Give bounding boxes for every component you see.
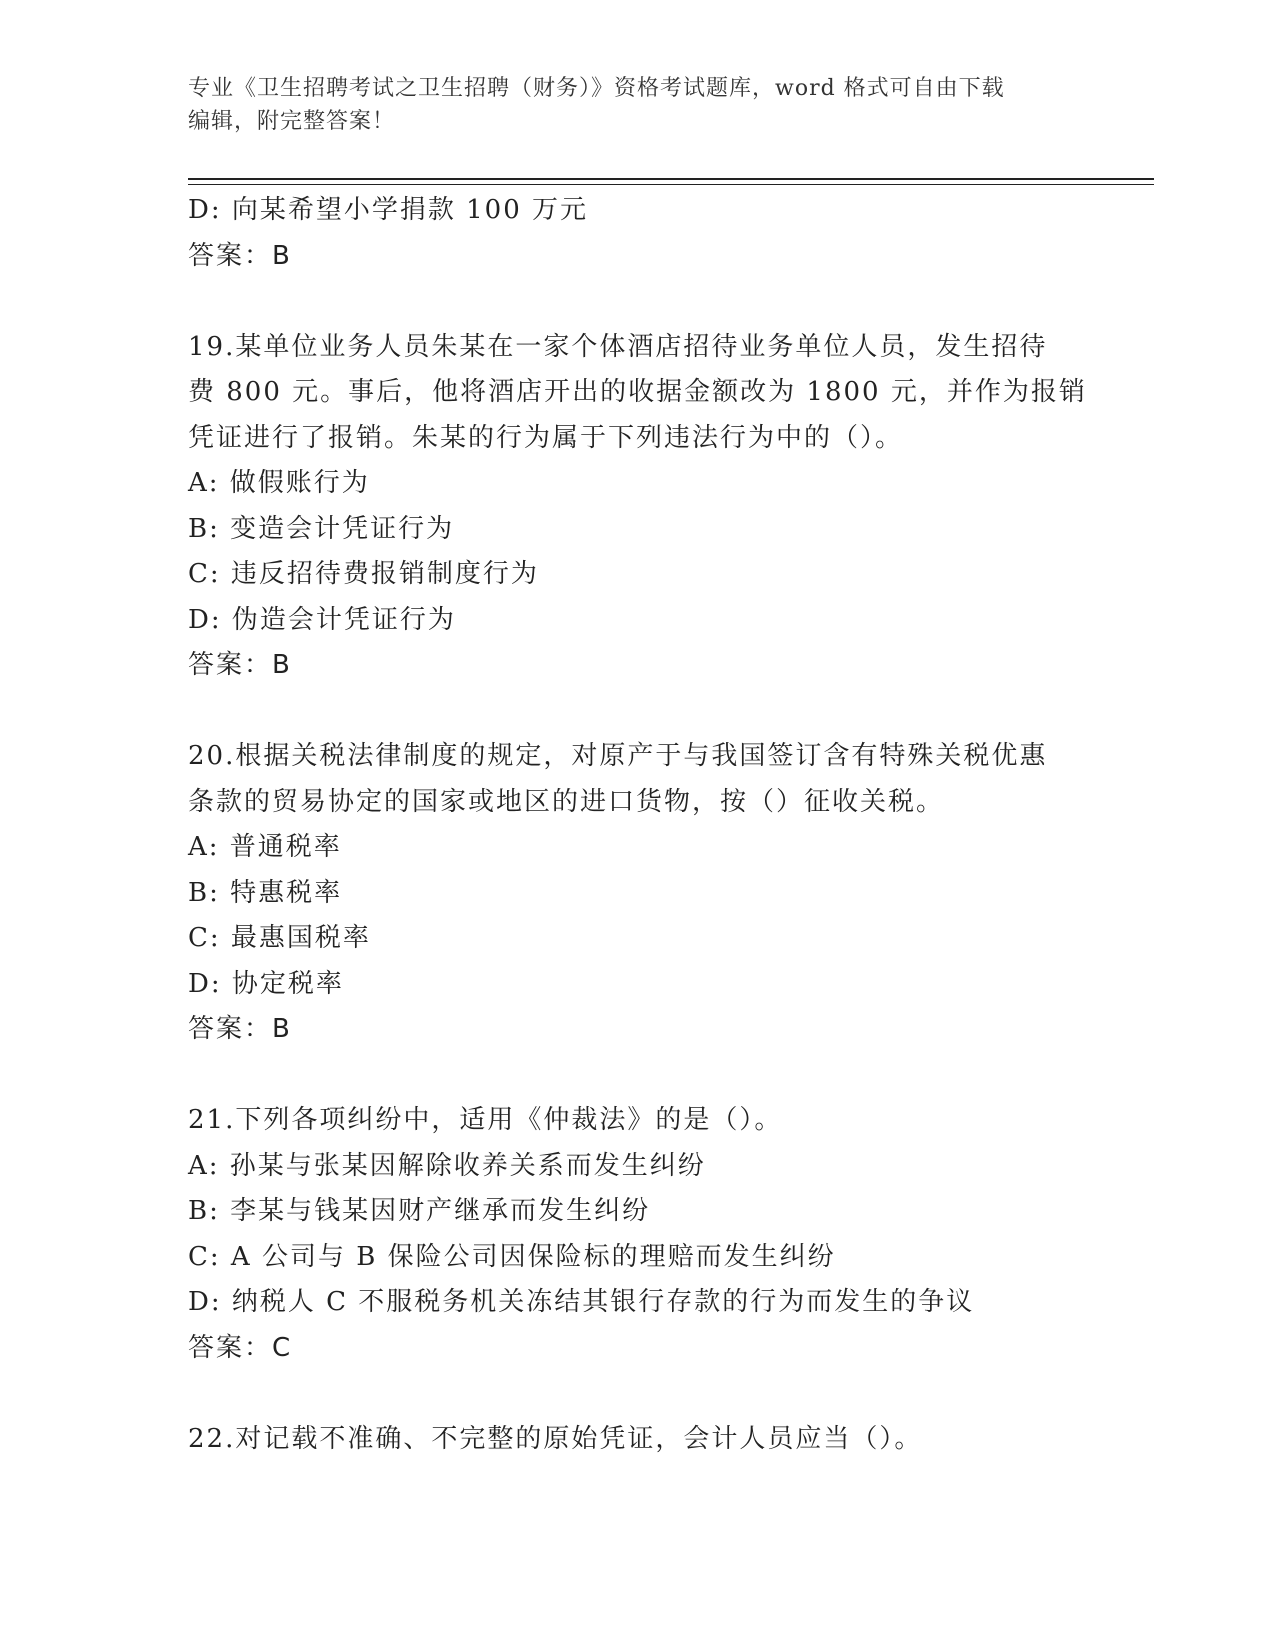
option-c: C: 最惠国税率: [188, 923, 371, 953]
question-list: [188, 188, 1088, 1462]
question-stem-line: 20.根据关税法律制度的规定，对原产于与我国签订含有特殊关税优惠: [188, 741, 1048, 771]
option-d: D: 纳税人 C 不服税务机关冻结其银行存款的行为而发生的争议: [188, 1287, 975, 1317]
header-divider-thick: [188, 178, 1154, 180]
spacer: [188, 1053, 1088, 1099]
answer: 答案：B: [188, 650, 292, 680]
option-b: B: 特惠税率: [188, 877, 343, 908]
header-line-2: 编辑，附完整答案！: [188, 109, 396, 134]
option-c: C: 违反招待费报销制度行为: [188, 559, 539, 589]
question-stem-line: 19.某单位业务人员朱某在一家个体酒店招待业务单位人员，发生招待: [188, 331, 1048, 362]
option-c: C: A 公司与 B 保险公司因保险标的理赔而发生纠纷: [188, 1241, 836, 1272]
question-stem-line: 凭证进行了报销。朱某的行为属于下列违法行为中的（）。: [188, 422, 904, 453]
question-stem-line: 21.下列各项纠纷中，适用《仲裁法》的是（）。: [188, 1105, 783, 1135]
question-stem-line: 费 800 元。事后，他将酒店开出的收据金额改为 1800 元，并作为报销: [188, 377, 1087, 407]
answer: 答案：B: [188, 1014, 292, 1044]
option-a: A: 孙某与张某因解除收养关系而发生纠纷: [188, 1150, 706, 1181]
option-a: A: 普通税率: [188, 832, 342, 862]
option-b: B: 变造会计凭证行为: [188, 513, 455, 544]
header-line-1: 专业《卫生招聘考试之卫生招聘（财务）》资格考试题库，word 格式可自由下载: [188, 76, 1005, 101]
spacer: [188, 279, 1088, 325]
question-20: [188, 734, 1088, 1053]
q18-option-d: D: 向某希望小学捐款 100 万元: [188, 195, 589, 225]
question-stem-line: 条款的贸易协定的国家或地区的进口货物，按（）征收关税。: [188, 786, 945, 817]
answer: 答案：C: [188, 1332, 293, 1363]
question-21: [188, 1098, 1088, 1371]
q18-answer: 答案：B: [188, 240, 292, 271]
header-divider-thin: [188, 184, 1154, 185]
option-a: A: 做假账行为: [188, 468, 370, 498]
option-d: D: 协定税率: [188, 968, 344, 999]
question-22: [188, 1417, 1088, 1463]
document-header: [188, 72, 1078, 138]
question-19: [188, 325, 1088, 689]
question-stem-line: 22.对记载不准确、不完整的原始凭证，会计人员应当（）。: [188, 1423, 923, 1454]
spacer: [188, 689, 1088, 735]
option-d: D: 伪造会计凭证行为: [188, 604, 456, 635]
option-b: B: 李某与钱某因财产继承而发生纠纷: [188, 1196, 651, 1226]
spacer: [188, 1371, 1088, 1417]
